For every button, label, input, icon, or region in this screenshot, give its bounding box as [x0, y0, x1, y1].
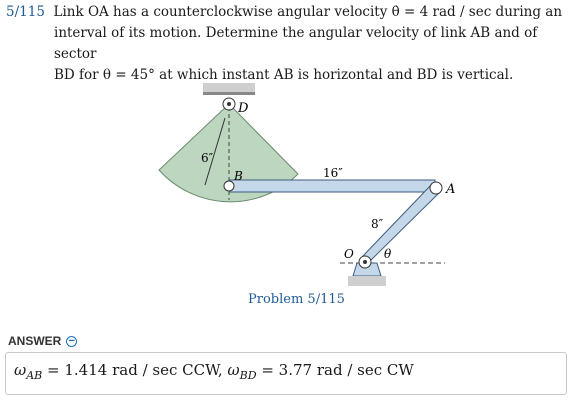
link-ab — [229, 180, 435, 192]
omega-ab-symbol: ω — [14, 361, 27, 379]
problem-line-3: BD for θ = 45° at which instant AB is horizontal and BD is vertical. — [54, 67, 514, 83]
label-theta: θ — [384, 247, 392, 261]
pin-d-dot — [227, 102, 231, 106]
pin-o-dot — [363, 260, 367, 264]
dim-16-label: 16″ — [323, 166, 343, 180]
answer-text — [14, 361, 414, 382]
minus-circle-icon[interactable]: − — [66, 336, 77, 347]
figure-caption: Problem 5/115 — [248, 292, 345, 307]
top-ground-edge — [203, 92, 255, 95]
problem-number: 5/115 — [6, 4, 45, 20]
omega-ab-value: = 1.414 rad / sec CCW, — [42, 361, 228, 379]
label-a: A — [446, 182, 456, 197]
pin-a — [430, 182, 442, 194]
omega-bd-symbol: ω — [227, 361, 240, 379]
answer-label: ANSWER — [8, 334, 62, 348]
problem-line-2: interval of its motion. Determine the angular velocity of link AB and of sector — [54, 25, 538, 62]
omega-ab-sub: AB — [26, 369, 43, 382]
dim-8-label: 8″ — [371, 217, 384, 231]
pin-b — [224, 181, 234, 191]
omega-bd-sub: BD — [239, 369, 257, 382]
bottom-ground — [348, 276, 386, 286]
dim-6-label: 6″ — [201, 151, 214, 165]
answer-box — [5, 352, 567, 395]
label-o: O — [344, 247, 354, 261]
label-b: B — [234, 169, 243, 183]
label-d: D — [238, 101, 249, 116]
omega-bd-value: = 3.77 rad / sec CW — [256, 361, 414, 379]
answer-header[interactable] — [8, 334, 77, 348]
problem-text-1: Link OA has a counterclockwise angular velocity θ̇ = 4 rad / sec during an — [53, 4, 563, 20]
